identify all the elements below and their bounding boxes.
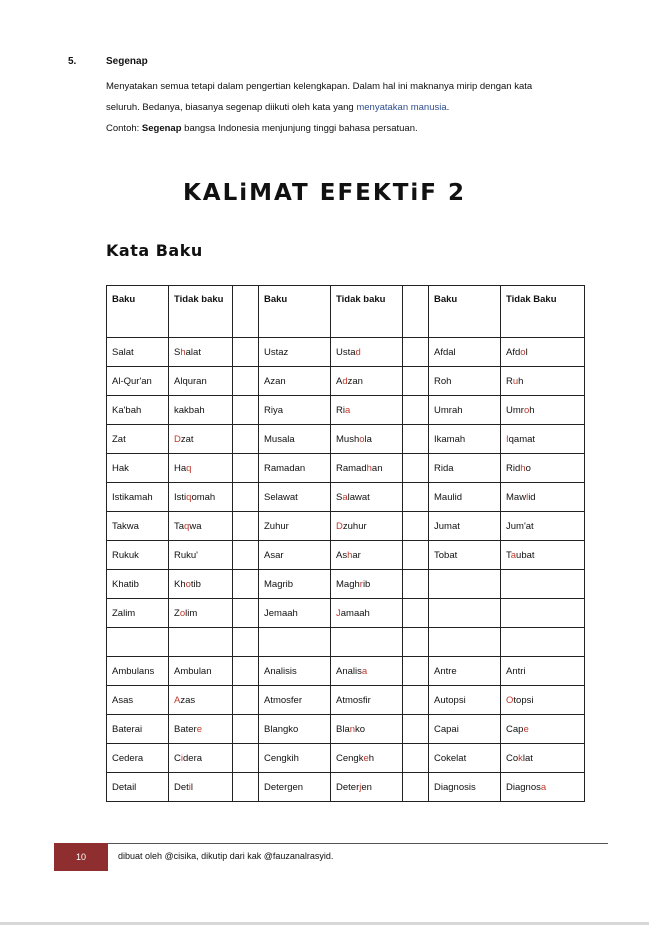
table-cell: Ka'bah: [107, 396, 169, 425]
page-subtitle: Kata Baku: [106, 241, 203, 260]
cell-text: topsi: [513, 694, 534, 706]
table-cell: [233, 367, 259, 396]
cell-text: S: [174, 346, 181, 358]
highlighted-letter: i: [180, 752, 183, 764]
table-cell: Azan: [259, 367, 331, 396]
section-number: 5.: [68, 56, 77, 67]
section-line-2: [106, 97, 449, 118]
table-cell: [403, 715, 429, 744]
cell-text: la: [364, 433, 372, 445]
table-cell: [501, 657, 585, 686]
highlighted-letter: h: [366, 462, 372, 474]
cell-text: lim: [185, 607, 198, 619]
table-cell: [331, 686, 403, 715]
table-header-cell: Tidak baku: [331, 286, 403, 338]
highlighted-letter: i: [188, 781, 191, 793]
page-title: KALiMAT EFEKTiF 2: [182, 180, 466, 206]
cell-text: Afd: [506, 346, 521, 358]
table-cell: [169, 396, 233, 425]
cell-text: an: [371, 462, 383, 474]
highlighted-letter: n: [349, 723, 356, 735]
table-header-cell: Tidak baku: [169, 286, 233, 338]
table-cell: [169, 367, 233, 396]
table-cell: [403, 454, 429, 483]
highlighted-letter: o: [359, 433, 365, 445]
table-row: [107, 338, 585, 367]
example-label: Contoh:: [106, 123, 142, 134]
table-header-row: [107, 286, 585, 338]
table-cell: [331, 483, 403, 512]
cell-text: dera: [183, 752, 203, 764]
cell-text: Magh: [336, 578, 360, 590]
table-cell: [429, 599, 501, 628]
cell-text: R: [506, 375, 513, 387]
cell-text: omah: [191, 491, 216, 503]
cell-text: ko: [355, 723, 366, 735]
cell-text: Kh: [174, 578, 186, 590]
cell-text: h: [529, 404, 535, 416]
example-bold: Segenap: [141, 123, 182, 134]
cell-text: Diagnos: [506, 781, 541, 793]
cell-text: Ta: [174, 520, 185, 532]
table-cell: Magrib: [259, 570, 331, 599]
table-cell: Jumat: [429, 512, 501, 541]
table-cell: Blangko: [259, 715, 331, 744]
table-cell: [169, 715, 233, 744]
cell-text: Umr: [506, 404, 524, 416]
table-cell: [169, 483, 233, 512]
table-header-cell: Baku: [429, 286, 501, 338]
table-cell: [403, 425, 429, 454]
table-cell: [169, 657, 233, 686]
highlighted-letter: A: [174, 694, 181, 706]
cell-text: As: [336, 549, 348, 561]
table-cell: [501, 773, 585, 802]
table-cell: Detail: [107, 773, 169, 802]
cell-text: h: [518, 375, 524, 387]
table-cell: [169, 512, 233, 541]
table-cell: [331, 396, 403, 425]
table-cell: [501, 744, 585, 773]
highlighted-letter: o: [523, 404, 530, 416]
section-example: [106, 118, 418, 139]
cell-text: Ruku': [174, 549, 198, 561]
table-cell: Autopsi: [429, 686, 501, 715]
table-cell: [403, 628, 429, 657]
kata-baku-table: [106, 285, 585, 802]
cell-text: en: [361, 781, 372, 793]
table-cell: Ikamah: [429, 425, 501, 454]
table-cell: [403, 657, 429, 686]
highlighted-letter: q: [186, 491, 192, 503]
table-cell: Hak: [107, 454, 169, 483]
table-cell: Roh: [429, 367, 501, 396]
cell-text: ubat: [516, 549, 535, 561]
table-cell: [233, 570, 259, 599]
table-cell: [169, 628, 233, 657]
highlighted-letter: a: [510, 549, 517, 561]
table-cell: [403, 686, 429, 715]
table-cell: [169, 773, 233, 802]
cell-text: Det: [174, 781, 189, 793]
table-cell: [233, 425, 259, 454]
line2-end: .: [446, 102, 450, 113]
cell-text: kakbah: [174, 404, 205, 416]
table-cell: Salat: [107, 338, 169, 367]
cell-text: Co: [506, 752, 519, 764]
table-cell: [501, 541, 585, 570]
table-cell: Tobat: [429, 541, 501, 570]
highlighted-letter: J: [336, 607, 341, 619]
cell-text: zuhur: [342, 520, 367, 532]
table-header-cell: Baku: [107, 286, 169, 338]
table-cell: Cengkih: [259, 744, 331, 773]
cell-text: Ri: [336, 404, 345, 416]
table-cell: [331, 628, 403, 657]
table-cell: Afdal: [429, 338, 501, 367]
table-row: [107, 512, 585, 541]
table-cell: [233, 686, 259, 715]
table-cell: [403, 599, 429, 628]
table-cell: [233, 338, 259, 367]
table-cell: Cokelat: [429, 744, 501, 773]
table-cell: [233, 744, 259, 773]
table-row: [107, 570, 585, 599]
table-cell: Al-Qur'an: [107, 367, 169, 396]
cell-text: Alquran: [174, 375, 207, 387]
section-heading: Segenap: [106, 56, 148, 67]
cell-text: Usta: [336, 346, 356, 358]
table-cell: [501, 715, 585, 744]
table-row: [107, 773, 585, 802]
cell-text: S: [336, 491, 343, 503]
cell-text: Rid: [506, 462, 521, 474]
table-cell: Riya: [259, 396, 331, 425]
highlighted-letter: e: [523, 723, 529, 735]
table-cell: [403, 338, 429, 367]
table-cell: [501, 396, 585, 425]
highlighted-letter: D: [174, 433, 181, 445]
table-cell: [403, 367, 429, 396]
cell-text: lat: [522, 752, 533, 764]
cell-text: Maw: [506, 491, 527, 503]
cell-text: wa: [189, 520, 202, 532]
table-cell: [501, 338, 585, 367]
table-cell: [169, 570, 233, 599]
table-cell: [169, 599, 233, 628]
cell-text: Deter: [336, 781, 360, 793]
highlighted-letter: e: [196, 723, 203, 735]
table-cell: [233, 396, 259, 425]
table-cell: [331, 773, 403, 802]
cell-text: Cengk: [336, 752, 364, 764]
table-cell: [233, 483, 259, 512]
table-row: [107, 628, 585, 657]
table-cell: [403, 744, 429, 773]
footer-credit: dibuat oleh @cisika, dikutip dari kak @fauzanalrasyid.: [118, 851, 334, 861]
line2-highlight: menyatakan manusia: [356, 102, 447, 113]
table-cell: [233, 541, 259, 570]
highlighted-letter: o: [179, 607, 186, 619]
table-cell: Istikamah: [107, 483, 169, 512]
table-cell: [107, 628, 169, 657]
table-cell: [331, 367, 403, 396]
highlighted-letter: a: [361, 665, 368, 677]
highlighted-letter: O: [506, 694, 514, 706]
table-cell: Selawat: [259, 483, 331, 512]
table-row: [107, 425, 585, 454]
table-cell: Umrah: [429, 396, 501, 425]
table-cell: [233, 715, 259, 744]
cell-text: Bater: [174, 723, 197, 735]
table-cell: [233, 454, 259, 483]
table-cell: [331, 454, 403, 483]
table-cell: [501, 570, 585, 599]
cell-text: alat: [185, 346, 201, 358]
table-cell: [233, 628, 259, 657]
highlighted-letter: I: [506, 433, 509, 445]
table-cell: Ramadan: [259, 454, 331, 483]
cell-text: l: [525, 346, 528, 358]
table-cell: [331, 338, 403, 367]
table-cell: Atmosfer: [259, 686, 331, 715]
table-cell: Rukuk: [107, 541, 169, 570]
table-cell: Detergen: [259, 773, 331, 802]
table-row: [107, 744, 585, 773]
table-header-cell: [233, 286, 259, 338]
cell-text: h: [368, 752, 375, 764]
table-row: [107, 454, 585, 483]
table-cell: [403, 570, 429, 599]
cell-text: zan: [347, 375, 363, 387]
cell-text: ar: [352, 549, 361, 561]
cell-text: T: [506, 549, 511, 561]
highlighted-letter: u: [512, 375, 519, 387]
cell-text: Cap: [506, 723, 524, 735]
section-line-1: Menyatakan semua tetapi dalam pengertian kelengkapan. Dalam hal ini maknanya mirip dengan kata: [106, 81, 533, 92]
cell-text: id: [528, 491, 536, 503]
table-cell: Cedera: [107, 744, 169, 773]
table-cell: Jemaah: [259, 599, 331, 628]
table-cell: [403, 541, 429, 570]
cell-text: Antri: [506, 665, 526, 677]
table-cell: Capai: [429, 715, 501, 744]
highlighted-letter: q: [184, 520, 190, 532]
cell-text: Ha: [174, 462, 187, 474]
table-cell: Diagnosis: [429, 773, 501, 802]
table-cell: [331, 541, 403, 570]
cell-text: ib: [362, 578, 371, 590]
highlighted-letter: h: [347, 549, 353, 561]
table-row: [107, 483, 585, 512]
cell-text: lawat: [347, 491, 370, 503]
highlighted-letter: k: [518, 752, 523, 764]
table-cell: [403, 773, 429, 802]
cell-text: Isti: [174, 491, 187, 503]
cell-text: l: [190, 781, 194, 793]
table-cell: Khatib: [107, 570, 169, 599]
cell-text: Jum'at: [506, 520, 534, 532]
table-cell: [169, 541, 233, 570]
table-row: [107, 686, 585, 715]
highlighted-letter: h: [180, 346, 186, 358]
table-cell: Rida: [429, 454, 501, 483]
cell-text: Analis: [336, 665, 362, 677]
table-row: [107, 396, 585, 425]
table-cell: Baterai: [107, 715, 169, 744]
table-cell: [233, 512, 259, 541]
table-row: [107, 599, 585, 628]
table-cell: [331, 512, 403, 541]
table-row: [107, 541, 585, 570]
table-header-cell: Tidak Baku: [501, 286, 585, 338]
cell-text: C: [174, 752, 181, 764]
page-number: 10: [54, 843, 108, 871]
table-cell: Zalim: [107, 599, 169, 628]
table-cell: [331, 715, 403, 744]
table-header-cell: [403, 286, 429, 338]
cell-text: o: [525, 462, 531, 474]
table-cell: [429, 570, 501, 599]
table-cell: [169, 686, 233, 715]
table-cell: Maulid: [429, 483, 501, 512]
table-cell: [501, 454, 585, 483]
table-cell: [169, 454, 233, 483]
cell-text: Mush: [336, 433, 360, 445]
highlighted-letter: o: [185, 578, 191, 590]
cell-text: Ambulan: [174, 665, 212, 677]
table-row: [107, 657, 585, 686]
table-cell: Zat: [107, 425, 169, 454]
table-cell: [233, 599, 259, 628]
highlighted-letter: d: [355, 346, 361, 358]
table-cell: [501, 686, 585, 715]
table-cell: [169, 425, 233, 454]
table-cell: Analisis: [259, 657, 331, 686]
cell-text: amaah: [340, 607, 370, 619]
table-row: [107, 367, 585, 396]
cell-text: zat: [180, 433, 194, 445]
cell-text: Z: [174, 607, 180, 619]
table-cell: [501, 483, 585, 512]
table-cell: [233, 657, 259, 686]
table-cell: Asas: [107, 686, 169, 715]
footer-divider: [54, 843, 608, 844]
table-row: [107, 715, 585, 744]
cell-text: Bla: [336, 723, 350, 735]
table-cell: [501, 599, 585, 628]
highlighted-letter: a: [344, 404, 351, 416]
table-cell: Ambulans: [107, 657, 169, 686]
table-cell: [429, 628, 501, 657]
cell-text: Ramad: [336, 462, 367, 474]
example-rest: bangsa Indonesia menjunjung tinggi bahasa persatuan.: [181, 123, 418, 134]
highlighted-letter: j: [359, 781, 362, 793]
cell-text: qamat: [508, 433, 536, 445]
table-cell: Ustaz: [259, 338, 331, 367]
table-cell: [169, 338, 233, 367]
highlighted-letter: a: [540, 781, 547, 793]
highlighted-letter: l: [526, 491, 529, 503]
table-cell: [501, 512, 585, 541]
table-cell: [331, 570, 403, 599]
table-cell: [331, 425, 403, 454]
table-cell: [501, 425, 585, 454]
table-cell: [331, 599, 403, 628]
highlighted-letter: o: [520, 346, 526, 358]
table-cell: Antre: [429, 657, 501, 686]
table-cell: [501, 628, 585, 657]
line2-text: seluruh. Bedanya, biasanya segenap diikuti oleh kata yang: [106, 102, 357, 113]
table-cell: [331, 744, 403, 773]
highlighted-letter: D: [336, 520, 343, 532]
table-cell: Takwa: [107, 512, 169, 541]
table-cell: [259, 628, 331, 657]
table-cell: [403, 483, 429, 512]
table-cell: [169, 744, 233, 773]
table-header-cell: Baku: [259, 286, 331, 338]
table-cell: [403, 396, 429, 425]
highlighted-letter: e: [363, 752, 369, 764]
highlighted-letter: r: [359, 578, 363, 590]
cell-text: tib: [190, 578, 201, 590]
table-cell: [501, 367, 585, 396]
highlighted-letter: a: [342, 491, 348, 503]
cell-text: zas: [180, 694, 196, 706]
highlighted-letter: h: [520, 462, 526, 474]
cell-text: Atmosfir: [336, 694, 371, 706]
table-cell: [403, 512, 429, 541]
table-cell: Asar: [259, 541, 331, 570]
table-cell: [331, 657, 403, 686]
table-cell: Zuhur: [259, 512, 331, 541]
highlighted-letter: q: [186, 462, 192, 474]
highlighted-letter: d: [342, 375, 348, 387]
cell-text: A: [336, 375, 343, 387]
table-cell: Musala: [259, 425, 331, 454]
table-cell: [233, 773, 259, 802]
